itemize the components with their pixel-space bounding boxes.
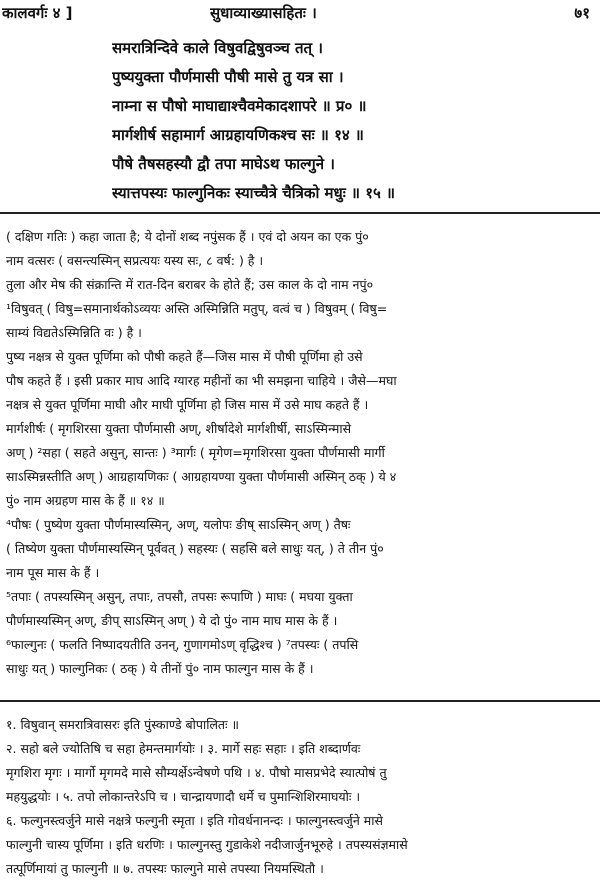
footnote-divider <box>0 700 600 702</box>
commentary-line: नाम पूस मास के हैं । <box>6 565 100 580</box>
verse-line: स्यात्तपस्यः फाल्गुनिकः स्याच्चैत्रे चैत्रिको मधुः ॥ १५ ॥ <box>112 184 396 202</box>
footnote-line: १. विषुवान् समरात्रिवासरः इति पुंस्काण्डे बोपालितः ॥ <box>6 717 240 732</box>
verse-line: नाम्ना स पौषो माघाद्याश्चैवमेकादशापरे ॥ प्र० ॥ <box>112 97 367 115</box>
commentary-line: ⁵तपाः ( तपस्यस्मिन् असुन्, तपाः, तपसौ, तपसः रूपाणि ) माघः ( मघया युक्ता <box>6 589 353 604</box>
commentary-line: अण् ) ²सहा ( सहते असुन्, सान्तः ) ³मार्गः ( मृगेण=मृगशिरसा युक्ता पौर्णमासी मार्गी <box>6 445 385 460</box>
verse-line: मार्गशीर्ष सहामार्ग आग्रहायणिकश्च सः ॥ १४ ॥ <box>112 126 364 144</box>
commentary-line: तुला और मेष की संक्रान्ति में रात-दिन बराबर के होते हैं; उस काल के दो नाम नपुं० <box>6 277 374 292</box>
footnote-line: २. सहो बले ज्योतिषि च सहा हेमन्तमार्गयोः । ३. मार्गे सहः सहाः । इति शब्दार्णवः <box>6 741 361 756</box>
running-head-title: सुधाव्याख्यासहितः । <box>210 4 317 22</box>
commentary-line: पुष्य नक्षत्र से युक्त पूर्णिमा को पौषी कहते हैं—जिस मास में पौषी पूर्णिमा हो उसे <box>6 349 363 364</box>
commentary-line: ¹विषुवत् ( विषु=समानार्थकोऽव्ययः अस्ति अस्मिन्निति मतुप्, वत्वं च ) विषुवम् ( विषु= <box>6 301 388 316</box>
footnote-line: फाल्गुनी चास्य पूर्णिमा । इति धरणिः । फाल्गुनस्तु गुडाकेशे नदीजार्जुनभूरुहे । तपस्यसंज्ञमासे <box>6 837 408 852</box>
commentary-line: साम्यं विद्यतेऽस्मिन्निति वः ) है । <box>6 325 142 340</box>
verse-line: समरात्रिन्दिवे काले विषुवद्विषुवञ्च तत् । <box>112 39 323 57</box>
commentary-line: पौष कहते हैं । इसी प्रकार माघ आदि ग्यारह महीनों का भी समझना चाहिये । जैसे—मघा <box>6 373 397 388</box>
verse-line: पुष्ययुक्ता पौर्णमासी पौषी मासे तु यत्र सा । <box>112 68 344 86</box>
footnote-line: मृगशिरा मृगः । मार्गो मृगमदे मासे सौम्यर्क्षेऽन्वेषणे पथि । ४. पौषो मासप्रभेदे स्यात्पोषं तु <box>6 765 387 780</box>
commentary-line: ⁶फाल्गुनः ( फलति निष्पादयतीति उनन्, गुणागमोऽण् वृद्धिश्च ) ⁷तपस्यः ( तपसि <box>6 637 359 652</box>
footnote-line: तत्पूर्णिमायां तु फाल्गुनी ॥ ७. तपस्यः फाल्गुने मासे तपस्या नियमस्थितौ । <box>6 861 324 876</box>
commentary-line: साधुः यत् ) फाल्गुनिकः ( ठक् ) ये तीनों पुं० नाम फाल्गुन मास के हैं । <box>6 661 314 676</box>
commentary-line: ⁴पौषः ( पुष्येण युक्ता पौर्णमास्यस्मिन्, अण्, यलोपः ङीष् साऽस्मिन् अण् ) तैषः <box>6 517 351 532</box>
section-divider <box>0 212 600 214</box>
commentary-line: नाम वत्सरः ( वसन्त्यस्मिन् सप्रत्ययः यस्य सः, ८ वर्ष: ) है । <box>6 253 264 268</box>
footnote-line: ६. फल्गुनस्त्वर्जुने मासे नक्षत्रे फल्गुनी स्मृता । इति गोवर्धनानन्दः । फाल्गुनस्त्वर्जुने मासे <box>6 813 383 828</box>
page-number: ७१ <box>574 4 590 22</box>
commentary-line: मार्गशीर्षः ( मृगशिरसा युक्ता पौर्णमासी अण्, शीर्षादेशे मार्गशीर्षी, साऽस्मिन्मासे <box>6 421 352 436</box>
footnote-line: महयुद्धयोः । ५. तपो लोकान्तरेऽपि च । चान्द्रायणादौ धर्मे च पुमान्शिशिरमाघयोः । <box>6 789 361 804</box>
verse-line: पौषे तैषसहस्यौ द्वौ तपा माघेऽथ फाल्गुने । <box>112 155 335 173</box>
commentary-line: नक्षत्र से युक्त पूर्णिमा माघी और माघी पूर्णिमा हो जिस मास में उसे माघ कहते हैं । <box>6 397 369 412</box>
commentary-line: ( दक्षिण गतिः ) कहा जाता है; ये दोनों शब्द नपुंसक हैं । एवं दो अयन का एक पुं० <box>6 229 369 244</box>
commentary-line: साऽस्मिन्नस्तीति अण् ) आग्रहायणिकः ( आग्रहायण्या युक्ता पौर्णमासी अस्मिन् ठक् ) ये ४ <box>6 469 397 484</box>
commentary-line: पुं० नाम अग्रहण मास के हैं ॥ १४ ॥ <box>6 493 165 508</box>
commentary-line: ( तिष्येण युक्ता पौर्णमास्यस्मिन् पूर्ववत् ) सहस्यः ( सहसि बले साधुः यत्, ) ते तीन पुं० <box>6 541 384 556</box>
running-head-section: कालवर्गः ४ ] <box>2 4 73 22</box>
commentary-line: पौर्णमास्यस्मिन् अण्, ङीप् साऽस्मिन् अण् ) ये दो पुं० नाम माघ मास के हैं । <box>6 613 338 628</box>
